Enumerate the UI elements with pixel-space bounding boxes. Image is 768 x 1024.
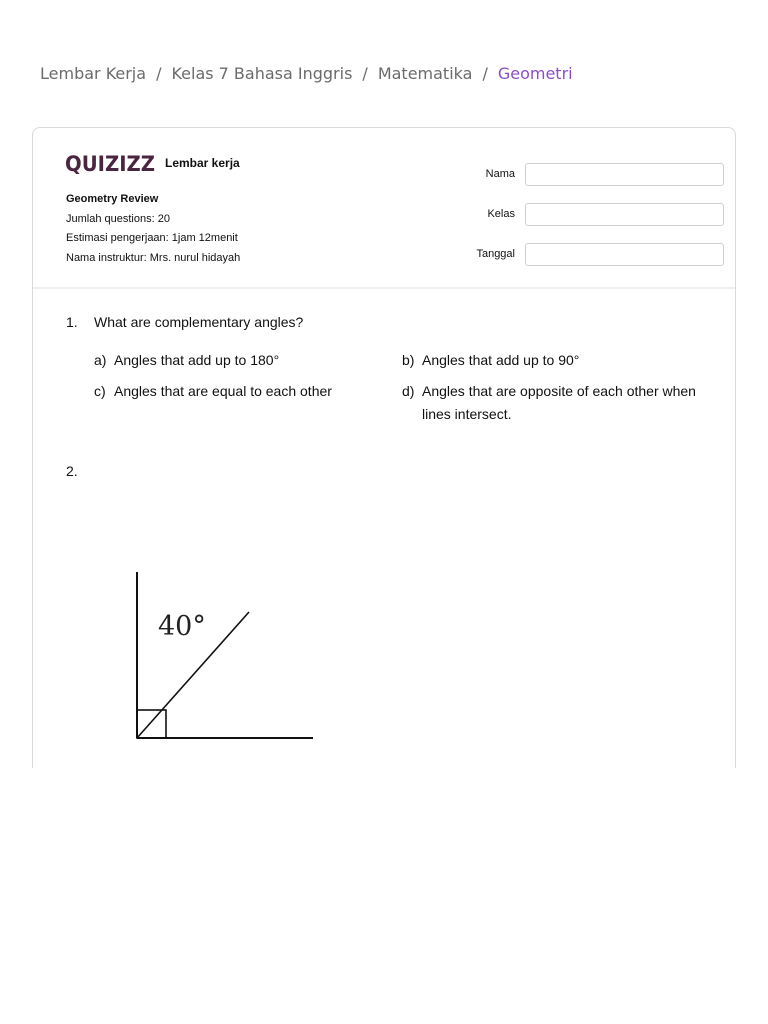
field-row-tanggal	[453, 234, 724, 274]
option-letter: b)	[402, 352, 415, 368]
instructor-name: Nama instruktur: Mrs. nurul hidayah	[66, 251, 241, 264]
question-count: Jumlah questions: 20	[66, 212, 170, 225]
tanggal-label: Tanggal	[476, 248, 515, 260]
time-estimate: Estimasi pengerjaan: 1jam 12menit	[66, 232, 238, 244]
breadcrumb-separator: /	[482, 64, 488, 83]
option-d[interactable]	[402, 380, 712, 426]
quizizz-logo	[65, 149, 157, 177]
breadcrumb	[40, 64, 573, 83]
field-row-nama	[453, 154, 724, 194]
option-letter: c)	[94, 383, 106, 399]
tanggal-field[interactable]	[525, 243, 724, 266]
breadcrumb-geometri[interactable]: Geometri	[497, 64, 573, 83]
nama-label: Nama	[485, 168, 515, 180]
kelas-label: Kelas	[487, 208, 515, 220]
option-letter: d)	[402, 383, 415, 399]
question-number: 1.	[66, 314, 78, 330]
question-text: What are complementary angles?	[94, 314, 304, 330]
field-row-kelas	[453, 194, 724, 234]
option-text: Angles that are equal to each other	[114, 383, 332, 399]
nama-field[interactable]	[525, 163, 724, 186]
option-text: Angles that add up to 90°	[422, 352, 580, 368]
brand	[65, 149, 240, 177]
question-number: 2.	[66, 463, 78, 479]
worksheet-meta	[66, 190, 240, 268]
logo-text: QUIZIZZ	[65, 152, 155, 176]
kelas-field[interactable]	[525, 203, 724, 226]
option-text: Angles that are opposite of each other when lines intersect.	[422, 383, 696, 422]
option-letter: a)	[94, 352, 107, 368]
breadcrumb-kelas[interactable]: Kelas 7 Bahasa Inggris	[171, 64, 353, 83]
worksheet-card	[32, 127, 736, 768]
worksheet-header	[33, 128, 735, 289]
breadcrumb-lembar-kerja[interactable]: Lembar Kerja	[40, 64, 147, 83]
angle-label: 40°	[158, 611, 206, 642]
option-text: Angles that add up to 180°	[114, 352, 280, 368]
worksheet-title: Geometry Review	[66, 193, 159, 205]
logo-subtitle: Lembar kerja	[165, 156, 240, 170]
breadcrumb-matematika[interactable]: Matematika	[377, 64, 473, 83]
breadcrumb-separator: /	[156, 64, 162, 83]
student-info-form	[453, 154, 724, 274]
angle-diagram	[131, 568, 321, 748]
breadcrumb-separator: /	[362, 64, 368, 83]
